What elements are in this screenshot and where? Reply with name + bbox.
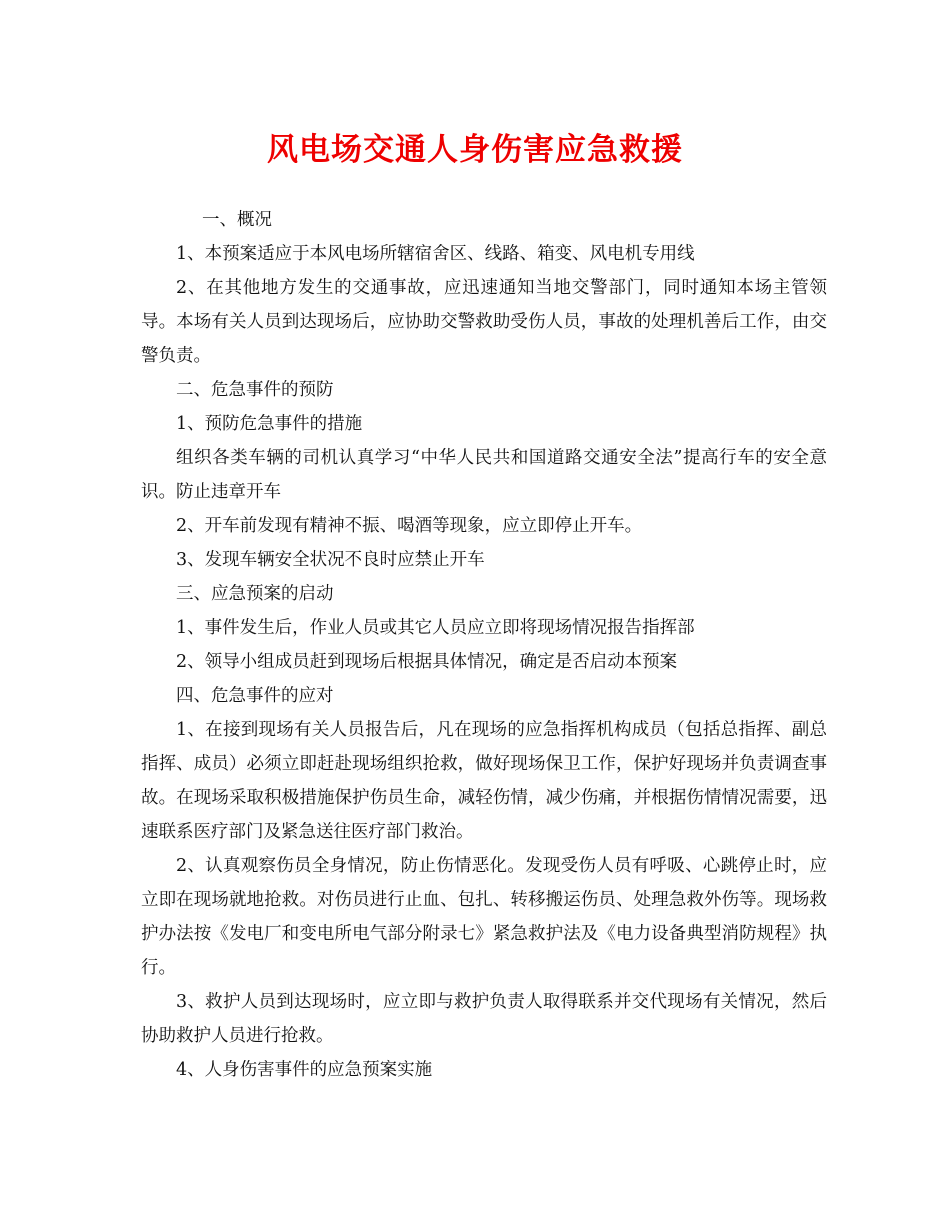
- paragraph: 1、在接到现场有关人员报告后，凡在现场的应急指挥机构成员（包括总指挥、副总指挥、成员）必须立即赶赴现场组织抢救，做好现场保卫工作，保护好现场并负责调查事故。在现场采取积极措施保护伤员生命，减轻伤情，减少伤痛，并根据伤情情况需要，迅速联系医疗部门及紧急送往医疗部门救治。: [141, 720, 827, 842]
- paragraph: 2、在其他地方发生的交通事故，应迅速通知当地交警部门，同时通知本场主管领导。本场有关人员到达现场后，应协助交警救助受伤人员，事故的处理机善后工作，由交警负责。: [141, 278, 827, 366]
- paragraph: 1、本预案适应于本风电场所辖宿舍区、线路、箱变、风电机专用线: [176, 244, 695, 264]
- paragraph: 3、救护人员到达现场时，应立即与救护负责人取得联系并交代现场有关情况，然后协助救护人员进行抢救。: [141, 992, 827, 1046]
- paragraph: 1、事件发生后，作业人员或其它人员应立即将现场情况报告指挥部: [176, 618, 695, 638]
- document-title: 风电场交通人身伤害应急救援: [267, 132, 683, 168]
- paragraph: 2、领导小组成员赶到现场后根据具体情况，确定是否启动本预案: [176, 652, 678, 672]
- paragraph: 组织各类车辆的司机认真学习“中华人民共和国道路交通安全法”提高行车的安全意识。防止违章开车: [141, 448, 827, 502]
- document-body: [141, 203, 827, 1087]
- paragraph: 4、人身伤害事件的应急预案实施: [176, 1060, 433, 1080]
- paragraph: 2、认真观察伤员全身情况，防止伤情恶化。发现受伤人员有呼吸、心跳停止时，应立即在现场就地抢救。对伤员进行止血、包扎、转移搬运伤员、处理急救外伤等。现场救护办法按《发电厂和变电所电气部分附录七》紧急救护法及《电力设备典型消防规程》执行。: [141, 856, 827, 978]
- paragraph: 1、预防危急事件的措施: [176, 414, 363, 434]
- section-heading-overview: 一、概况: [202, 210, 272, 230]
- section-heading-response: 四、危急事件的应对: [176, 686, 334, 706]
- paragraph: 3、发现车辆安全状况不良时应禁止开车: [176, 550, 485, 570]
- paragraph: 2、开车前发现有精神不振、喝酒等现象，应立即停止开车。: [176, 516, 643, 536]
- section-heading-activation: 三、应急预案的启动: [176, 584, 334, 604]
- section-heading-prevention: 二、危急事件的预防: [176, 380, 334, 400]
